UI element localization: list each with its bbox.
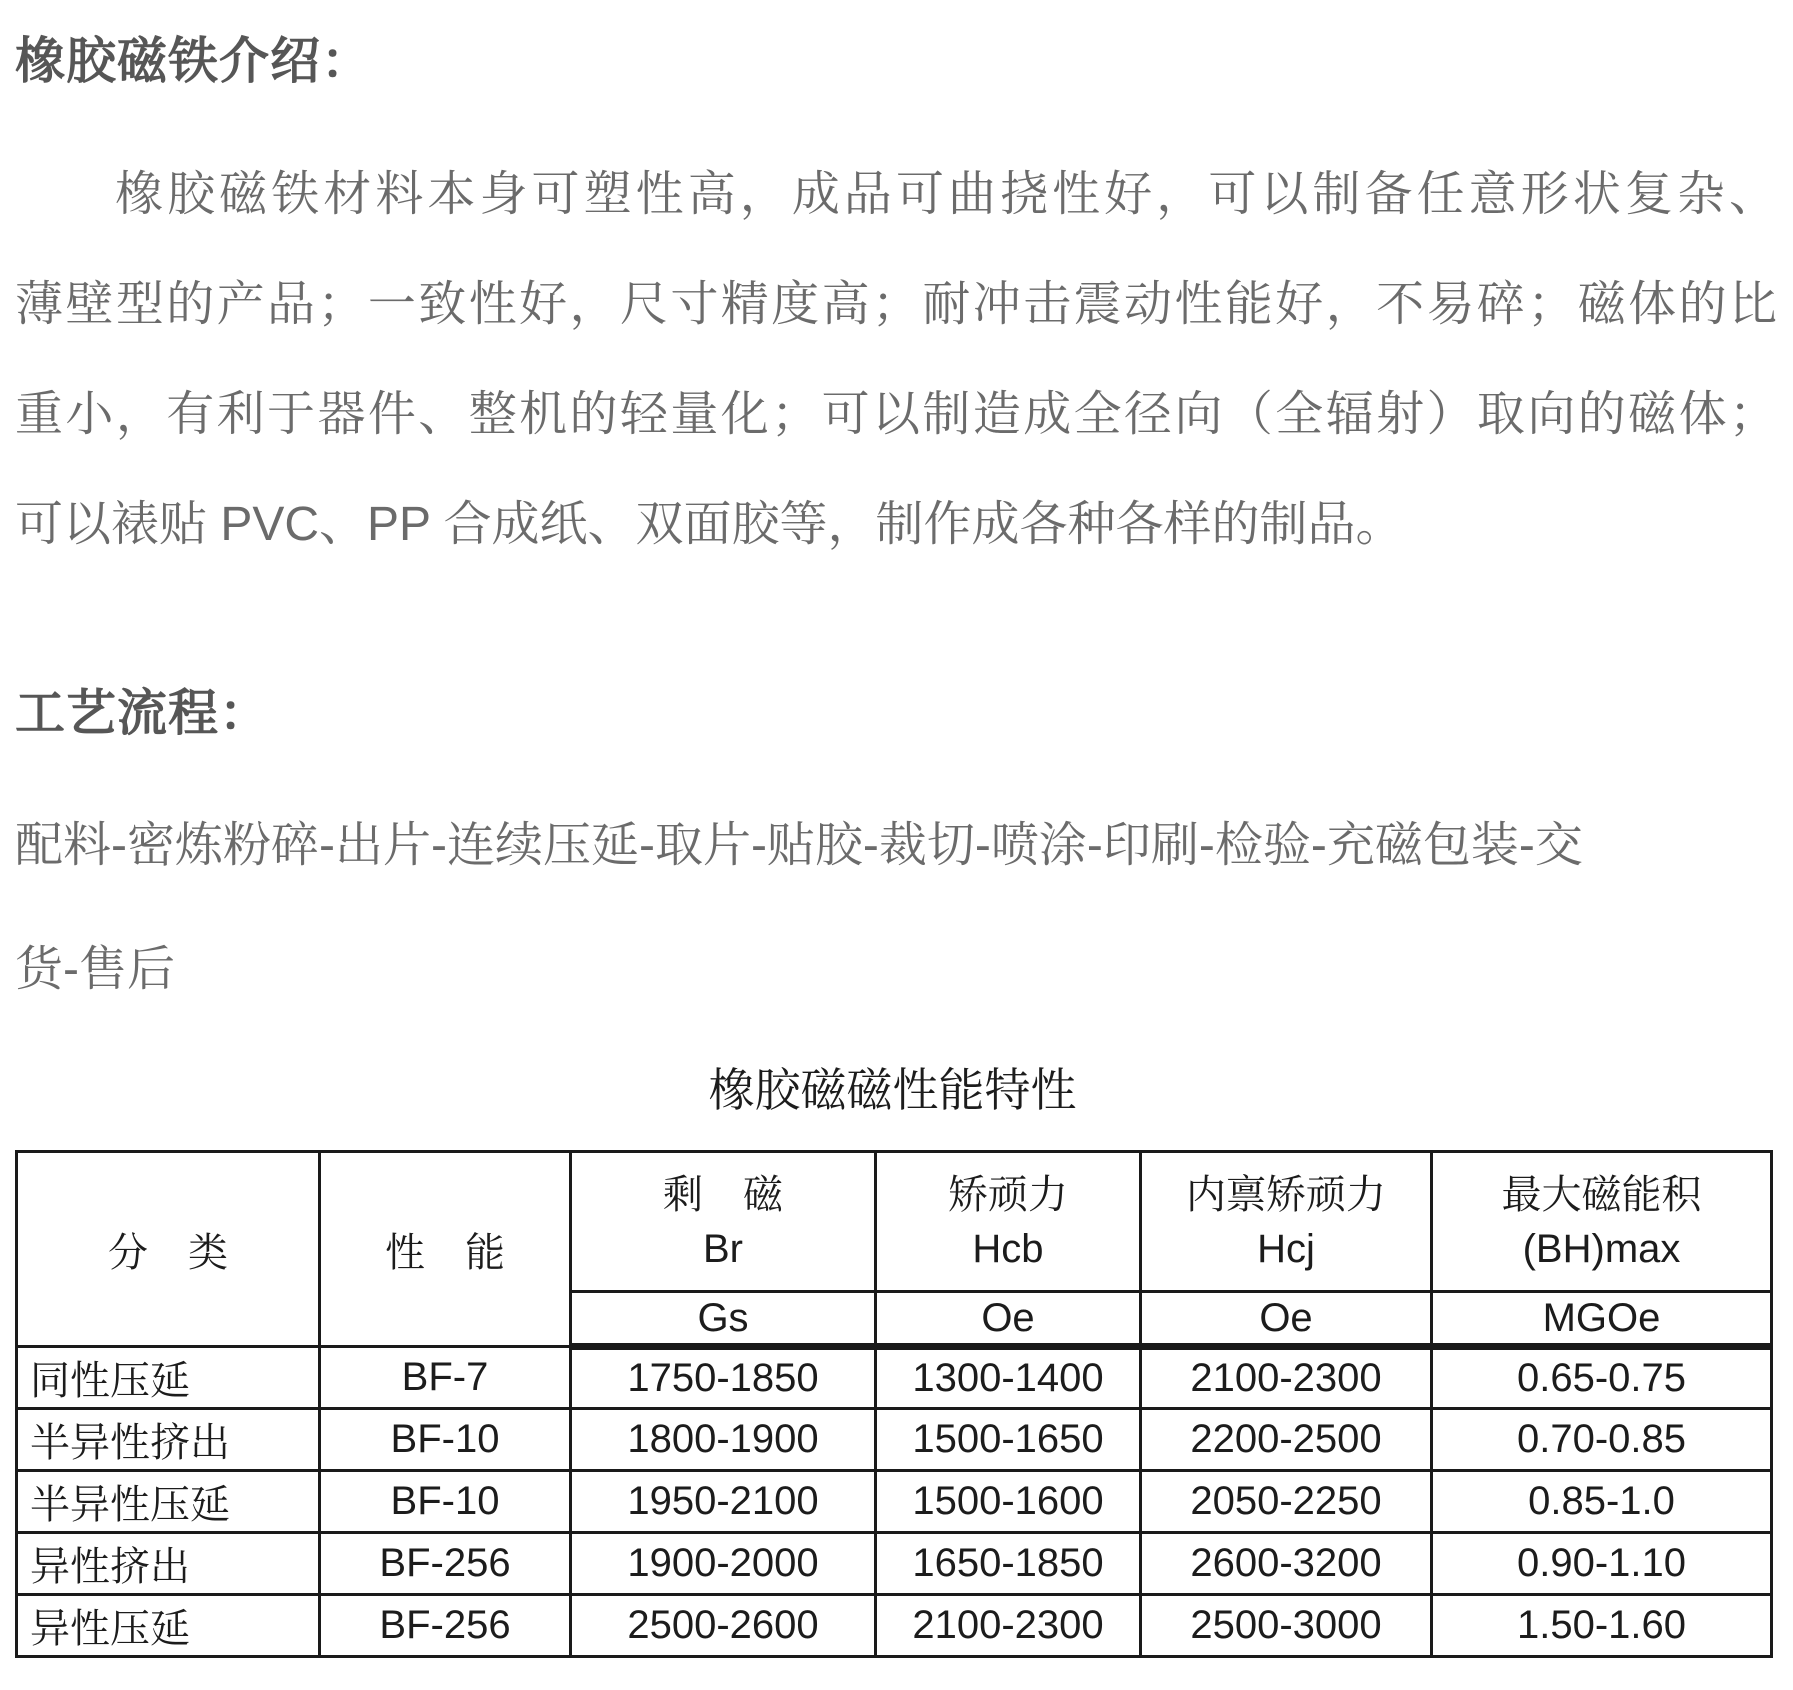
cell-category: 异性压延 bbox=[17, 1595, 320, 1657]
cell-category: 半异性挤出 bbox=[17, 1409, 320, 1471]
cell-grade: BF-10 bbox=[320, 1471, 571, 1533]
header-bhmax-symbol: (BH)max bbox=[1522, 1226, 1681, 1271]
magnet-properties-table bbox=[15, 1150, 1773, 1658]
cell-bhmax: 0.65-0.75 bbox=[1432, 1347, 1772, 1409]
unit-cell-hcb: Oe bbox=[876, 1292, 1141, 1347]
cell-bhmax: 0.85-1.0 bbox=[1432, 1471, 1772, 1533]
header-row-main bbox=[17, 1152, 1772, 1292]
cell-grade: BF-7 bbox=[320, 1347, 571, 1409]
header-br-name: 剩 磁 bbox=[663, 1172, 783, 1217]
header-hcj-symbol: Hcj bbox=[1257, 1226, 1315, 1271]
unit-cell-hcj: Oe bbox=[1141, 1292, 1432, 1347]
process-line-2: 货-售后 bbox=[15, 943, 175, 996]
intro-line-1: 橡胶磁铁材料本身可塑性高，成品可曲挠性好，可以制备任意形状复杂、 bbox=[115, 168, 1777, 221]
table-title: 橡胶磁磁性能特性 bbox=[708, 1064, 1077, 1116]
process-heading: 工艺流程： bbox=[15, 685, 270, 741]
header-cell-hcb bbox=[876, 1152, 1141, 1292]
header-hcj-name: 内禀矫顽力 bbox=[1186, 1172, 1386, 1217]
cell-bhmax: 0.70-0.85 bbox=[1432, 1409, 1772, 1471]
cell-category: 同性压延 bbox=[17, 1347, 320, 1409]
cell-hcb: 2100-2300 bbox=[876, 1595, 1141, 1657]
process-line-1: 配料-密炼粉碎-出片-连续压延-取片-贴胶-裁切-喷涂-印刷-检验-充磁包装-交 bbox=[15, 819, 1583, 872]
intro-paragraph bbox=[15, 140, 1777, 580]
cell-hcb: 1500-1600 bbox=[876, 1471, 1141, 1533]
header-cell-br bbox=[571, 1152, 876, 1292]
header-cell-performance: 性 能 bbox=[320, 1152, 571, 1347]
cell-hcb: 1650-1850 bbox=[876, 1533, 1141, 1595]
cell-br: 1950-2100 bbox=[571, 1471, 876, 1533]
cell-hcb: 1500-1650 bbox=[876, 1409, 1141, 1471]
cell-grade: BF-256 bbox=[320, 1533, 571, 1595]
table-row bbox=[17, 1533, 1772, 1595]
table-row bbox=[17, 1409, 1772, 1471]
cell-category: 半异性压延 bbox=[17, 1471, 320, 1533]
intro-line-2: 薄壁型的产品；一致性好，尺寸精度高；耐冲击震动性能好，不易碎；磁体的比 bbox=[15, 278, 1777, 331]
unit-cell-bhmax: MGOe bbox=[1432, 1292, 1772, 1347]
cell-bhmax: 0.90-1.10 bbox=[1432, 1533, 1772, 1595]
unit-cell-br: Gs bbox=[571, 1292, 876, 1347]
cell-hcj: 2600-3200 bbox=[1141, 1533, 1432, 1595]
cell-hcj: 2100-2300 bbox=[1141, 1347, 1432, 1409]
table-row bbox=[17, 1471, 1772, 1533]
header-cell-category: 分 类 bbox=[17, 1152, 320, 1347]
cell-category: 异性挤出 bbox=[17, 1533, 320, 1595]
table-row bbox=[17, 1595, 1772, 1657]
cell-grade: BF-10 bbox=[320, 1409, 571, 1471]
process-paragraph bbox=[15, 784, 1777, 1032]
header-hcb-symbol: Hcb bbox=[972, 1226, 1044, 1271]
cell-hcj: 2200-2500 bbox=[1141, 1409, 1432, 1471]
intro-heading: 橡胶磁铁介绍： bbox=[15, 33, 372, 89]
cell-br: 1900-2000 bbox=[571, 1533, 876, 1595]
cell-hcb: 1300-1400 bbox=[876, 1347, 1141, 1409]
cell-hcj: 2050-2250 bbox=[1141, 1471, 1432, 1533]
intro-line-4: 可以裱贴 PVC、PP 合成纸、双面胶等，制作成各种各样的制品。 bbox=[15, 498, 1404, 551]
header-cell-bhmax bbox=[1432, 1152, 1772, 1292]
header-bhmax-name: 最大磁能积 bbox=[1501, 1172, 1702, 1217]
cell-br: 2500-2600 bbox=[571, 1595, 876, 1657]
intro-line-3: 重小，有利于器件、整机的轻量化；可以制造成全径向（全辐射）取向的磁体； bbox=[15, 388, 1777, 441]
header-br-symbol: Br bbox=[703, 1226, 743, 1271]
cell-br: 1800-1900 bbox=[571, 1409, 876, 1471]
cell-br: 1750-1850 bbox=[571, 1347, 876, 1409]
header-hcb-name: 矫顽力 bbox=[948, 1172, 1068, 1217]
cell-hcj: 2500-3000 bbox=[1141, 1595, 1432, 1657]
cell-grade: BF-256 bbox=[320, 1595, 571, 1657]
cell-bhmax: 1.50-1.60 bbox=[1432, 1595, 1772, 1657]
header-cell-hcj bbox=[1141, 1152, 1432, 1292]
table-row bbox=[17, 1347, 1772, 1409]
